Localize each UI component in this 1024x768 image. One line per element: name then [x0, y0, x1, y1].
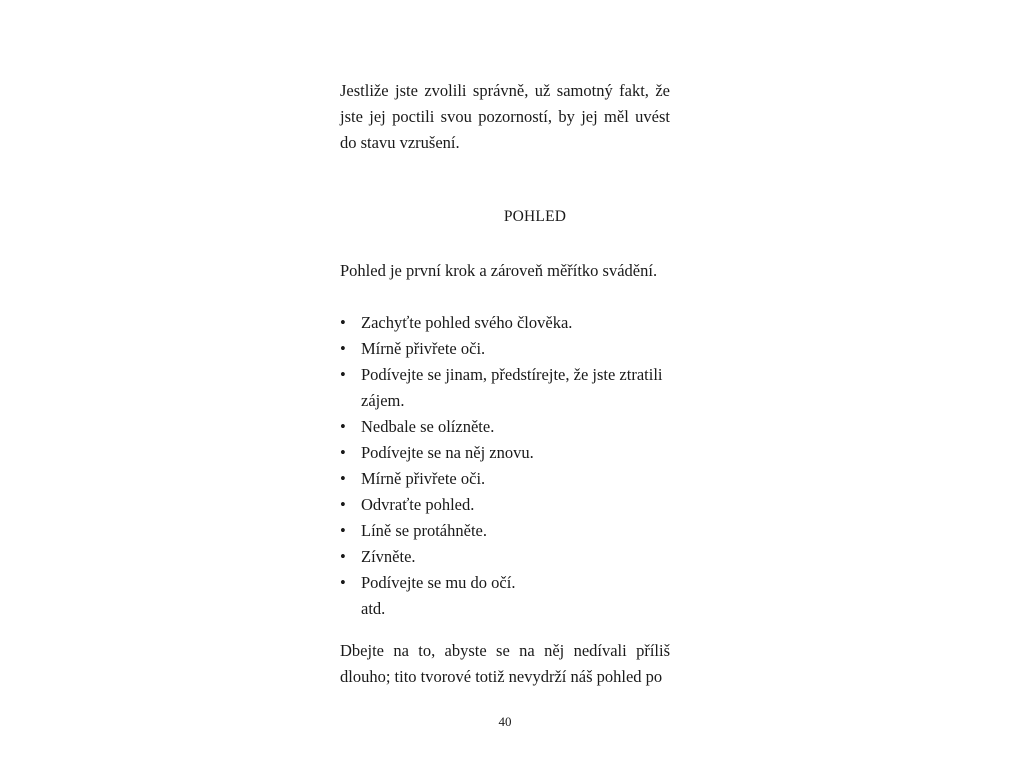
bullet-marker: •: [340, 417, 346, 436]
bullet-marker: •: [340, 339, 346, 358]
list-item-text: Mírně přivřete oči.: [361, 339, 486, 358]
list-item: [340, 570, 675, 596]
list-item-text: Podívejte se mu do očí.: [361, 573, 516, 592]
list-item: [340, 414, 675, 440]
intro-paragraph: Jestliže jste zvolili správně, už samotný fakt, že jste jej poctili svou pozorností, by jej měl uvést do stavu vzrušení.: [340, 81, 670, 152]
list-item-text: Podívejte se jinam, předstírejte, že jste ztratili zájem.: [361, 365, 663, 410]
list-item: [340, 336, 675, 362]
section-heading: POHLED: [503, 208, 567, 225]
bullet-marker: •: [340, 495, 346, 514]
list-item-text: Nedbale se olízněte.: [361, 417, 495, 436]
list-item-text: Zívněte.: [361, 547, 416, 566]
bullet-marker: •: [340, 573, 346, 592]
list-item: [340, 544, 675, 570]
list-item: [340, 310, 675, 336]
list-trailer: [340, 596, 675, 622]
list-trailer-text: atd.: [361, 599, 386, 618]
instruction-list: [340, 310, 675, 622]
list-item-text: Podívejte se na něj znovu.: [361, 443, 534, 462]
list-item-text: Zachyťte pohled svého člověka.: [361, 313, 573, 332]
list-item-text: Líně se protáhněte.: [361, 521, 487, 540]
lead-sentence: Pohled je první krok a zároveň měřítko svádění.: [340, 261, 658, 280]
list-item: [340, 492, 675, 518]
bullet-marker: •: [340, 469, 346, 488]
list-item: [340, 466, 675, 492]
list-item-text: Odvraťte pohled.: [361, 495, 475, 514]
bullet-marker: •: [340, 443, 346, 462]
page-number: 40: [498, 714, 512, 729]
list-item-text: Mírně přivřete oči.: [361, 469, 486, 488]
list-item: [340, 362, 675, 414]
closing-paragraph: Dbejte na to, abyste se na něj nedívali příliš dlouho; tito tvorové totiž nevydrží náš pohled po: [340, 641, 670, 686]
bullet-marker: •: [340, 547, 346, 566]
list-item: [340, 440, 675, 466]
list-item: [340, 518, 675, 544]
bullet-marker: •: [340, 365, 346, 384]
bullet-marker: •: [340, 313, 346, 332]
bullet-marker: •: [340, 521, 346, 540]
